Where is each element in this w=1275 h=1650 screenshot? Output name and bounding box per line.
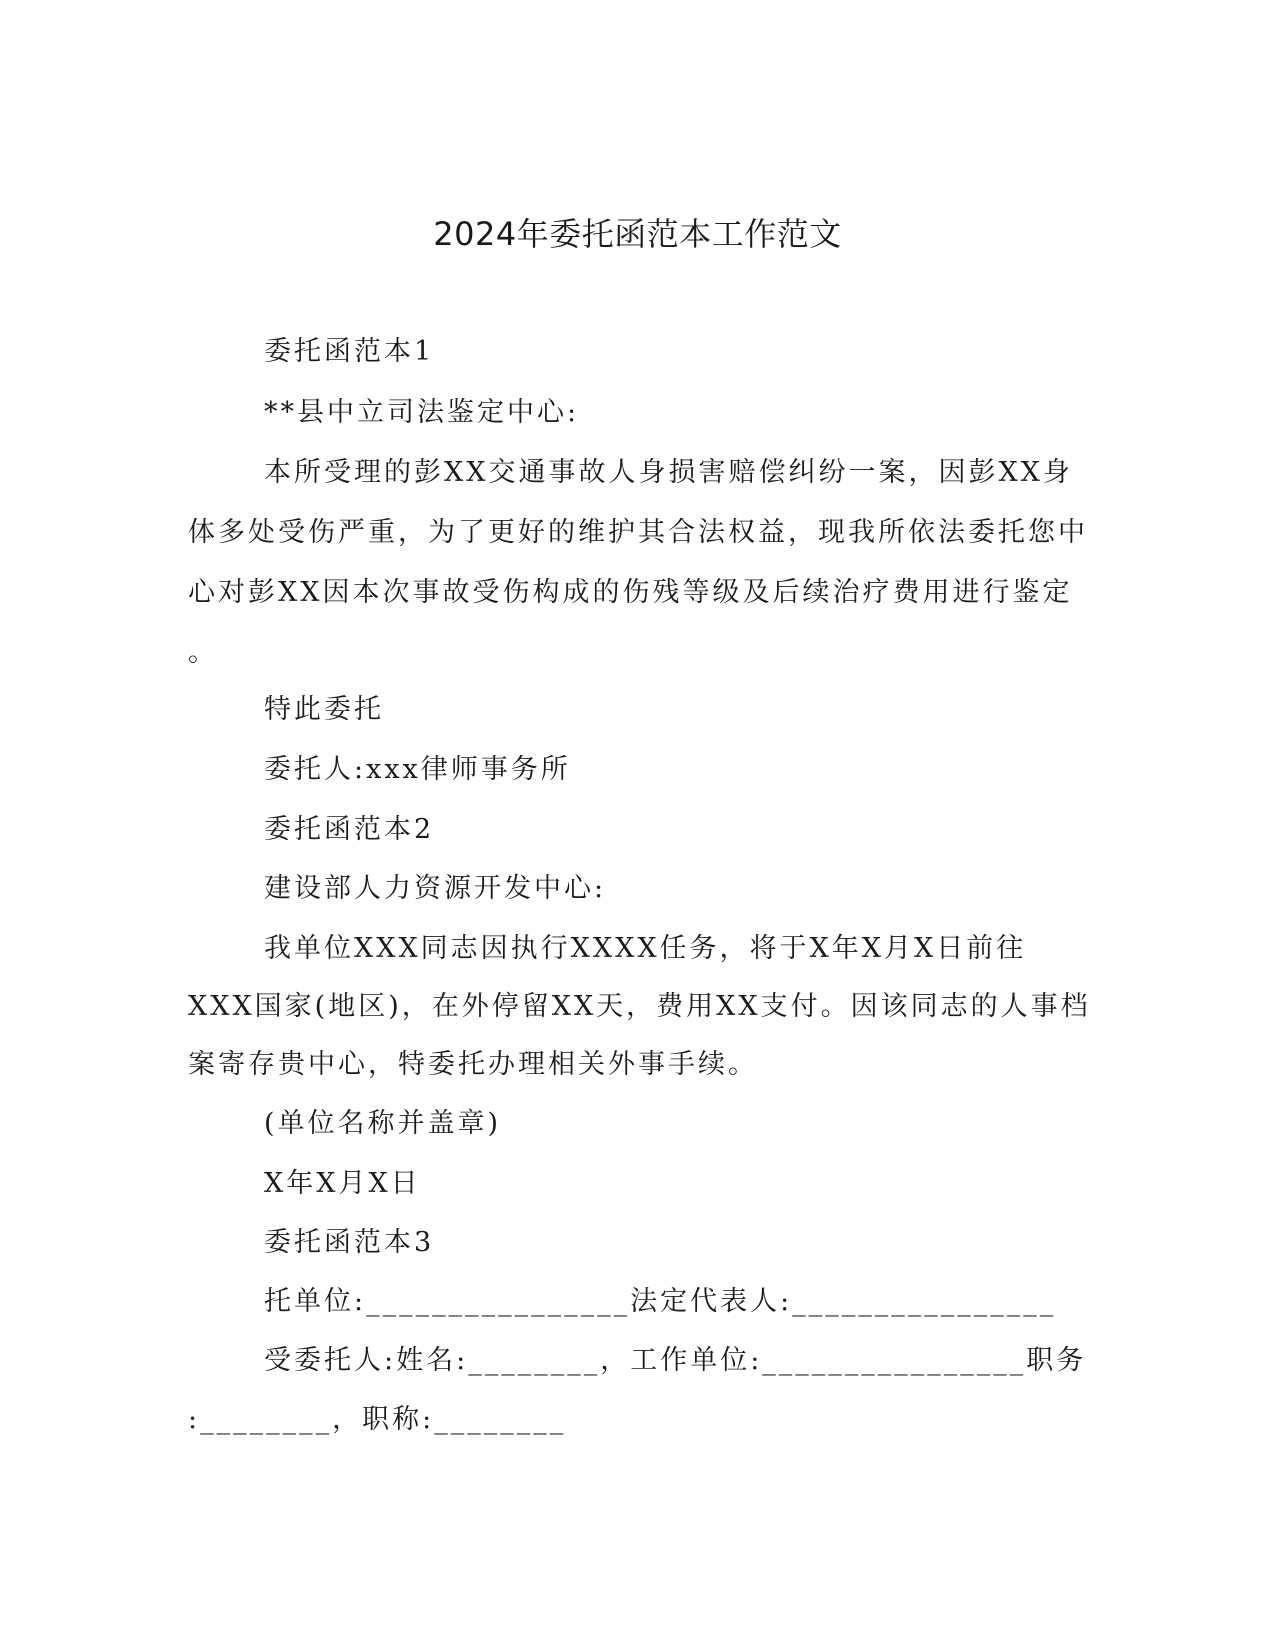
closing-line: 特此委托 [264,694,384,725]
section-heading-template-3: 委托函范本3 [264,1227,435,1258]
date-line: X年X月X日 [264,1168,421,1199]
body-paragraph-line: 案寄存贵中心，特委托办理相关外事手续。 [188,1049,758,1080]
signatory-line: 委托人:xxx律师事务所 [264,754,571,785]
body-paragraph-line: 。 [188,637,218,668]
document-title: 2024年委托函范本工作范文 [433,215,842,253]
section-heading-template-1: 委托函范本1 [264,336,435,367]
form-field-line: 受委托人:姓名:________，工作单位:________________职务 [264,1345,1087,1376]
addressee-line: 建设部人力资源开发中心: [264,873,607,904]
seal-line: (单位名称并盖章) [264,1108,502,1139]
body-paragraph-line: 心对彭XX因本次事故受伤构成的伤残等级及后续治疗费用进行鉴定 [188,577,1073,608]
body-paragraph-line: XXX国家(地区)，在外停留XX天，费用XX支付。因该同志的人事档 [188,991,1091,1022]
body-paragraph-line: 我单位XXX同志因执行XXXX任务，将于X年X月X日前往 [264,933,1027,964]
form-field-line: 托单位:________________法定代表人:________________ [264,1286,1057,1317]
body-paragraph-line: 本所受理的彭XX交通事故人身损害赔偿纠纷一案，因彭XX身 [264,457,1073,488]
section-heading-template-2: 委托函范本2 [264,814,435,845]
addressee-line: **县中立司法鉴定中心: [264,397,580,428]
body-paragraph-line: 体多处受伤严重，为了更好的维护其合法权益，现我所依法委托您中 [188,517,1088,548]
form-field-line: :________，职称:________ [188,1404,567,1435]
